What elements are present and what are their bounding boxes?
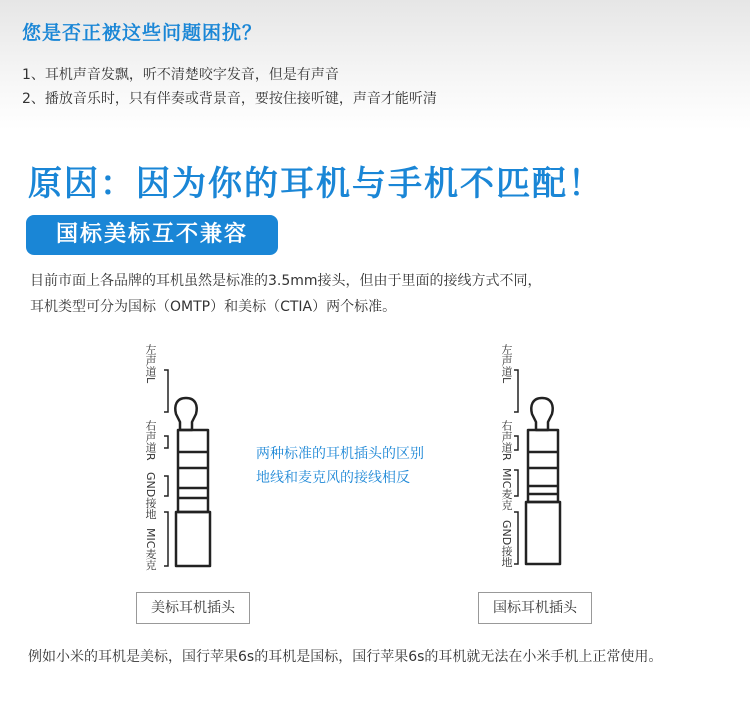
problems-title: 您是否正被这些问题困扰？ [22, 22, 263, 44]
diagram-note [256, 442, 424, 490]
intro-line-1: 目前市面上各品牌的耳机虽然是标准的3.5mm接头，但由于里面的接线方式不同， [30, 273, 542, 289]
problem-item-1: 1、耳机声音发飘，听不清楚咬字发音，但是有声音 [22, 67, 339, 83]
standard-badge: 国标美标互不兼容 [26, 215, 278, 255]
us-label-gnd: GND接地 [144, 472, 157, 520]
us-plug-caption: 美标耳机插头 [136, 592, 250, 624]
diagram-note-line-2: 地线和麦克风的接线相反 [256, 470, 410, 486]
us-label-left: 左声道L [144, 344, 157, 384]
problem-item-2: 2、播放音乐时，只有伴奏或背景音，要按住接听键，声音才能听清 [22, 91, 437, 107]
intro-line-2: 耳机类型可分为国标（OMTP）和美标（CTIA）两个标准。 [30, 299, 397, 315]
cn-label-right: 右声道R [500, 420, 513, 461]
cn-label-mic: MIC麦克 [500, 468, 513, 511]
diagram-note-line-1: 两种标准的耳机插头的区别 [256, 446, 424, 462]
cn-label-left: 左声道L [500, 344, 513, 384]
cn-plug-caption: 国标耳机插头 [478, 592, 592, 624]
reason-headline: 原因：因为你的耳机与手机不匹配！ [28, 164, 604, 204]
cn-label-gnd: GND接地 [500, 520, 513, 568]
us-label-right: 右声道R [144, 420, 157, 461]
footer-example: 例如小米的耳机是美标，国行苹果6s的耳机是国标，国行苹果6s的耳机就无法在小米手机上正常使用。 [28, 649, 663, 665]
us-label-mic: MIC麦克 [144, 528, 157, 571]
